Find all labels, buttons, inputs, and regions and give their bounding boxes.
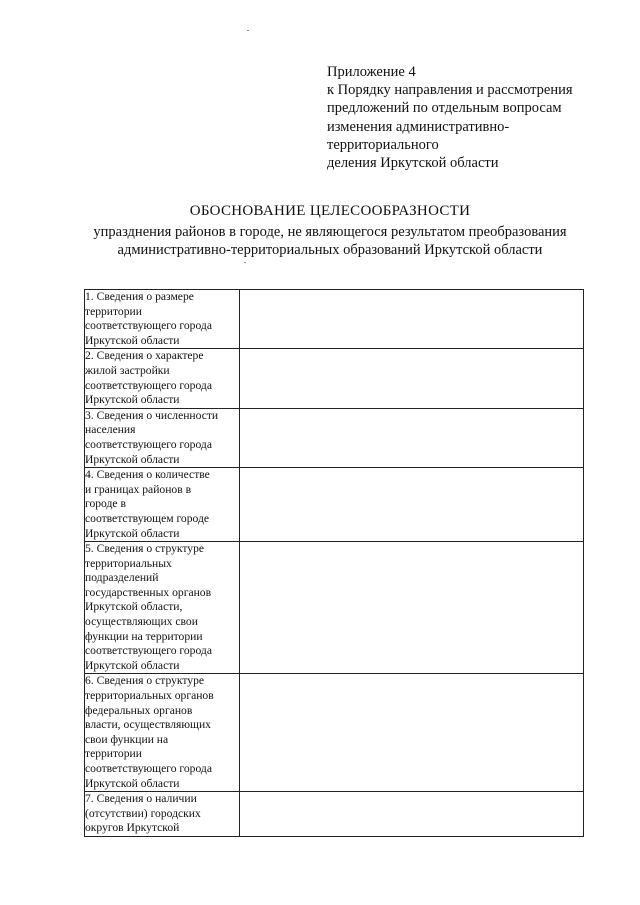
justification-table xyxy=(84,289,584,837)
row-value-cell[interactable] xyxy=(240,290,584,349)
row-label-line: 6. Сведения о структуре xyxy=(85,674,205,688)
row-label-line: территории xyxy=(85,747,142,761)
appendix-line: территориального xyxy=(327,136,439,153)
row-label-line: 1. Сведения о размере xyxy=(85,290,194,303)
row-label-line: 4. Сведения о количестве xyxy=(85,468,210,482)
row-label-line: Иркутской области xyxy=(85,658,180,672)
table-row xyxy=(85,468,584,542)
row-label-line: Иркутской области xyxy=(85,776,180,790)
row-label-line: соответствующего города xyxy=(85,762,212,775)
row-label-line: соответствующего города xyxy=(85,319,212,333)
row-value-cell[interactable] xyxy=(240,542,584,674)
table-row xyxy=(85,408,584,467)
appendix-header xyxy=(327,63,617,172)
row-label-line: (отсутствии) городских xyxy=(85,806,201,820)
row-label-line: федеральных органов xyxy=(85,703,193,717)
document-subtitle-line: упразднения районов в городе, не являющегося результатом преобразования xyxy=(93,224,567,240)
row-label-line: округов Иркутской xyxy=(85,821,180,835)
row-label-line: Иркутской области xyxy=(85,393,180,407)
row-label-line: 5. Сведения о структуре xyxy=(85,542,205,556)
row-label-line: власти, осуществляющих xyxy=(85,718,211,732)
row-label-line: территории xyxy=(85,304,142,318)
appendix-line: к Порядку направления и рассмотрения xyxy=(327,82,573,99)
row-label-line: 2. Сведения о характере xyxy=(85,349,204,363)
scan-speck xyxy=(244,262,246,263)
document-heading xyxy=(40,202,620,259)
table-row xyxy=(85,542,584,674)
row-label-line: свои функции на xyxy=(85,732,169,746)
table-row xyxy=(85,674,584,792)
row-label-line: Иркутской области xyxy=(85,333,180,347)
appendix-line: Приложение 4 xyxy=(327,64,416,80)
row-label-line: и границах районов в xyxy=(85,482,192,496)
row-label-line: Иркутской области, xyxy=(85,600,183,614)
row-value-cell[interactable] xyxy=(240,408,584,467)
row-label-cell xyxy=(85,468,240,542)
row-label-line: городе в xyxy=(85,497,126,511)
row-label-line: Иркутской области xyxy=(85,526,180,540)
scan-speck xyxy=(247,30,249,31)
row-label-line: осуществляющих свои xyxy=(85,615,198,629)
row-label-line: соответствующем городе xyxy=(85,511,210,525)
row-value-cell[interactable] xyxy=(240,468,584,542)
row-label-line: подразделений xyxy=(85,571,159,585)
row-label-cell xyxy=(85,674,240,792)
row-label-line: государственных органов xyxy=(85,585,212,599)
row-label-cell xyxy=(85,408,240,467)
row-label-cell xyxy=(85,290,240,349)
row-label-cell xyxy=(85,349,240,408)
table-body xyxy=(85,290,584,837)
appendix-line: предложений по отдельным вопросам xyxy=(327,100,562,117)
row-label-line: соответствующего города xyxy=(85,644,212,658)
appendix-line: деления Иркутской области xyxy=(327,155,499,172)
row-label-line: жилой застройки xyxy=(85,363,170,377)
document-title: ОБОСНОВАНИЕ ЦЕЛЕСООБРАЗНОСТИ xyxy=(189,203,471,219)
row-label-line: 7. Сведения о наличии xyxy=(85,792,197,806)
row-label-line: соответствующего города xyxy=(85,378,212,392)
row-label-cell xyxy=(85,542,240,674)
table-row xyxy=(85,792,584,837)
row-label-line: Иркутской области xyxy=(85,452,180,466)
row-label-cell xyxy=(85,792,240,837)
table-row xyxy=(85,290,584,349)
table-row xyxy=(85,349,584,408)
document-subtitle-line: административно-территориальных образований Иркутской области xyxy=(117,242,543,258)
row-label-line: территориальных xyxy=(85,556,172,570)
row-label-line: соответствующего города xyxy=(85,437,212,451)
row-label-line: территориальных органов xyxy=(85,689,214,703)
row-value-cell[interactable] xyxy=(240,349,584,408)
row-label-line: населения xyxy=(85,423,136,437)
row-value-cell[interactable] xyxy=(240,792,584,837)
row-value-cell[interactable] xyxy=(240,674,584,792)
appendix-line: изменения административно- xyxy=(327,118,510,135)
row-label-line: функции на территории xyxy=(85,629,203,643)
row-label-line: 3. Сведения о численности xyxy=(85,408,219,422)
